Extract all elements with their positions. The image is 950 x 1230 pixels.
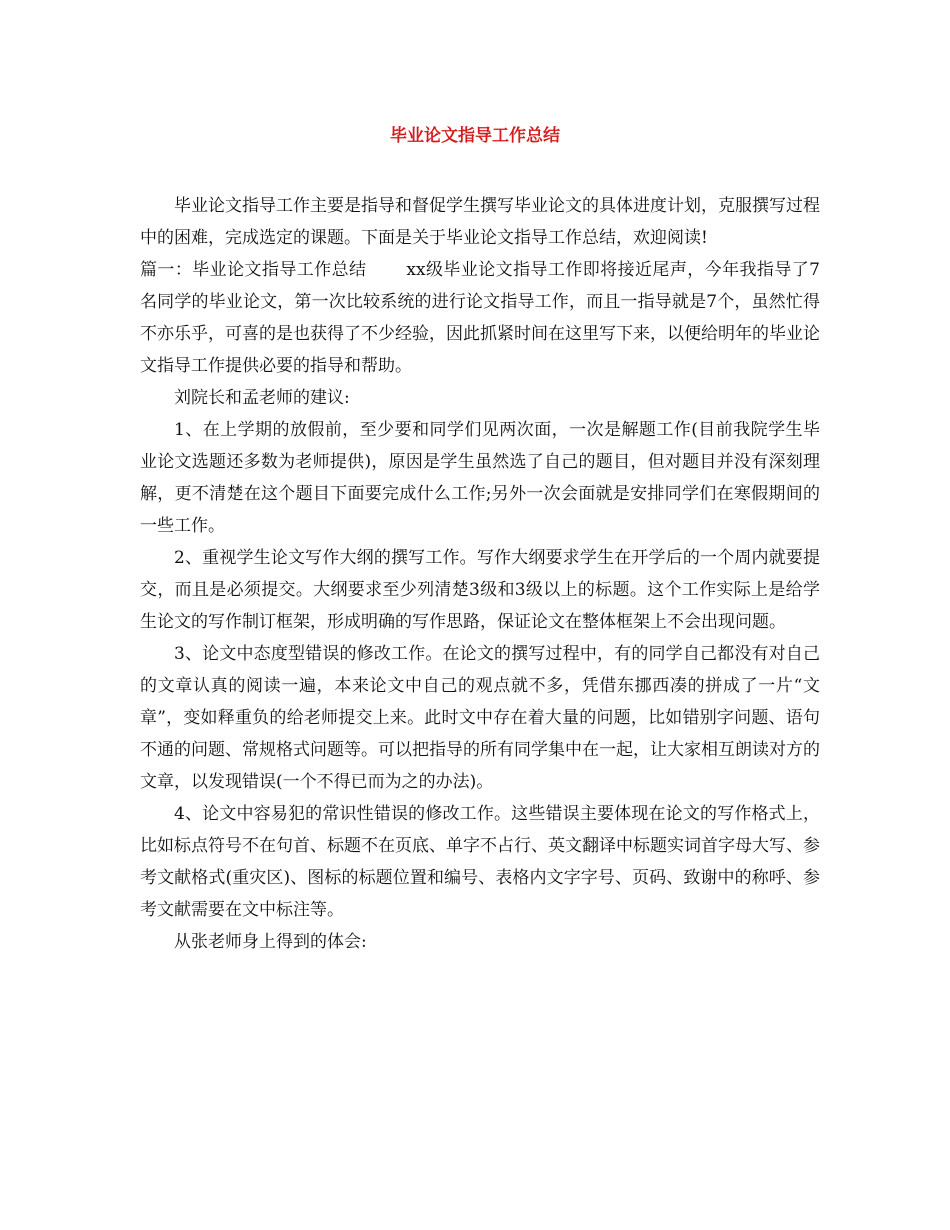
section-paragraph <box>140 254 820 382</box>
intro-paragraph: 毕业论文指导工作主要是指导和督促学生撰写毕业论文的具体进度计划，克服撰写过程中的困难，完成选定的课题。下面是关于毕业论文指导工作总结，欢迎阅读! <box>140 196 820 248</box>
document-body <box>140 190 820 958</box>
advice-item-3: 3、论文中态度型错误的修改工作。在论文的撰写过程中，有的同学自己都没有对自己的文章认真的阅读一遍，本来论文中自己的观点就不多，凭借东挪西凑的拼成了一片“文章”，变如释重负的给老师提交上来。此时文中存在着大量的问题，比如错别字问题、语句不通的问题、常规格式问题等。可以把指导的所有同学集中在一起，让大家相互朗读对方的文章，以发现错误(一个不得已而为之的办法)。 <box>140 644 820 792</box>
section-body: xx级毕业论文指导工作即将接近尾声，今年我指导了7名同学的毕业论文，第一次比较系统的进行论文指导工作，而且一指导就是7个，虽然忙得不亦乐乎，可喜的是也获得了不少经验，因此抓紧时间在这里写下来，以便给明年的毕业论文指导工作提供必要的指导和帮助。 <box>140 260 820 376</box>
section-heading: 篇一：毕业论文指导工作总结 <box>140 260 367 280</box>
advice-item-2: 2、重视学生论文写作大纲的撰写工作。写作大纲要求学生在开学后的一个周内就要提交，而且是必须提交。大纲要求至少列清楚3级和3级以上的标题。这个工作实际上是给学生论文的写作制订框架，形成明确的写作思路，保证论文在整体框架上不会出现问题。 <box>140 548 820 632</box>
lessons-heading: 从张老师身上得到的体会: <box>174 932 367 952</box>
document-title: 毕业论文指导工作总结 <box>390 126 560 146</box>
advice-item-4: 4、论文中容易犯的常识性错误的修改工作。这些错误主要体现在论文的写作格式上，比如标点符号不在句首、标题不在页底、单字不占行、英文翻译中标题实词首字母大写、参考文献格式(重灾区)、图标的标题位置和编号、表格内文字字号、页码、致谢中的称呼、参考文献需要在文中标注等。 <box>140 804 820 920</box>
advice-item-1: 1、在上学期的放假前，至少要和同学们见两次面，一次是解题工作(目前我院学生毕业论文选题还多数为老师提供)，原因是学生虽然选了自己的题目，但对题目并没有深刻理解，更不清楚在这个题目下面要完成什么工作;另外一次会面就是安排同学们在寒假期间的一些工作。 <box>140 420 820 536</box>
advice-heading: 刘院长和孟老师的建议: <box>174 388 350 408</box>
